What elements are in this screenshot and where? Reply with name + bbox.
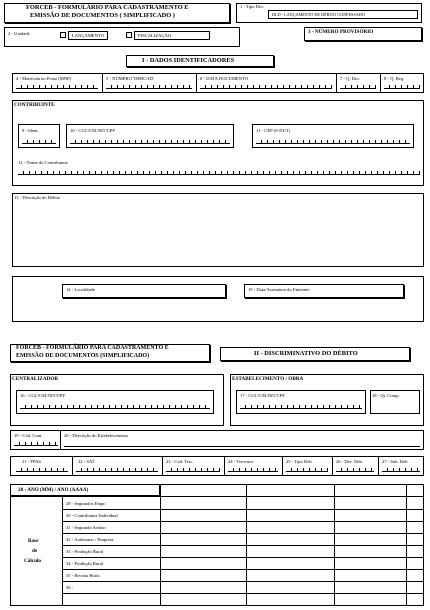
field-22-label: 22 - SAT — [78, 459, 95, 464]
row-35-label: 35 - Receita Bruta — [66, 573, 100, 578]
localidade-row-box — [12, 276, 424, 322]
section2-title: II - DISCRIMINATIVO DO DÉBITO — [254, 350, 358, 357]
form-title-line1: FORCEB - FORMULÁRIO PARA CADASTRAMENTO E — [26, 4, 189, 11]
field-18-label: 18 - Qt. Comp. — [372, 393, 400, 398]
row-32-label: 32 - Autônomo / Empresa — [66, 537, 114, 542]
tipo-doc-label: 1 - Tipo Doc. — [240, 4, 265, 9]
field-24-label: 24 - Terceiros — [228, 459, 254, 464]
row-34-label: 34 - Produção Rural — [66, 561, 104, 566]
field-24-input[interactable] — [228, 467, 278, 472]
opt-fiscalizacao-label: FISCALIZAÇÃO — [138, 33, 172, 38]
field-21-label: 21 - FPAS — [22, 459, 41, 464]
numero-provisorio-label: 3 - NÚMERO PROVISÓRIO — [308, 29, 374, 35]
unidade-label: 2 - Unidade — [8, 31, 30, 36]
estabelecimento-label: ESTABELECIMENTO / OBRA — [232, 376, 304, 382]
field-4-label: 4 - Matrícula no Posto (MNP) — [16, 76, 72, 81]
field-17-input[interactable] — [240, 404, 362, 409]
row-31-label: 31 - Segurado Avulso — [66, 525, 106, 530]
field-6-label: 6 - DATA DOCUMENTO — [200, 76, 249, 81]
row-29-label: 29 - Segurados Empr. — [66, 501, 106, 506]
field-5-label: 5 - NÚMERO 'DEBCAD' — [106, 76, 154, 81]
field-19-label: 19 - Cód. Cont. — [14, 433, 43, 438]
tipo-doc-value: DLD - LANÇAMENTO DE DÉBITO CONFESSADO — [272, 12, 365, 17]
form2-title-line2: EMISSÃO DE DOCUMENTOS (SIMPLIFICADO) — [16, 353, 150, 359]
opt-lancamento-label: LANÇAMENTO — [72, 33, 105, 38]
field-26-input[interactable] — [336, 467, 374, 472]
field-13-box[interactable] — [12, 193, 424, 267]
field-20-input[interactable] — [64, 446, 420, 447]
field-27-input[interactable] — [382, 467, 420, 472]
field-11-input[interactable] — [256, 139, 410, 144]
field-16-input[interactable] — [20, 404, 210, 409]
checkbox-fiscalizacao[interactable] — [126, 32, 132, 38]
row-36-label: 36 - — [66, 585, 74, 590]
base-label-3: Cálculo — [24, 558, 42, 564]
field-10-label: 10 - CGC/CEI/NIT/CPF — [70, 128, 115, 133]
field-19-input[interactable] — [14, 441, 58, 446]
field-8-input[interactable] — [384, 84, 420, 89]
form-title-line2: EMISSÃO DE DOCUMENTOS ( SIMPLIFICADO ) — [30, 12, 175, 19]
field-26-label: 26 - Dec. Deb. — [336, 459, 363, 464]
field-12-label: 12 - Nome do Contribuinte — [18, 160, 68, 165]
field-16-label: 16 - CGC/CEI/NIT/CPF — [20, 393, 65, 398]
section1-title: I - DADOS IDENTIFICADORES — [142, 57, 235, 64]
field-22-input[interactable] — [76, 467, 158, 472]
field-7-input[interactable] — [340, 84, 376, 89]
field-9-label: 9 - Ident. — [22, 128, 39, 133]
field-28-label: 28 - ANO (MM) / ANO (AAAA) — [18, 487, 89, 493]
field-25-label: 25 - Tipo Deb. — [286, 459, 313, 464]
row-30-label: 30 - Contribuinte Individual — [66, 513, 118, 518]
contribuinte-label: CONTRIBUINTE — [14, 102, 55, 108]
field-8-label: 8 - Q. Reg. — [384, 76, 405, 81]
field-11-label: 11 - CEP (S-DUT) — [256, 128, 291, 133]
base-label-2: de — [32, 548, 38, 554]
field-14-label: 14 - Localidade — [66, 287, 95, 292]
field-4-input[interactable] — [16, 84, 98, 89]
field-27-label: 27 - Sub. Deb. — [382, 459, 409, 464]
field-9-input[interactable] — [22, 139, 56, 144]
field-7-label: 7 - Q. Doc. — [340, 76, 361, 81]
field-21-input[interactable] — [16, 467, 68, 472]
field-25-input[interactable] — [286, 467, 328, 472]
field-12-input[interactable] — [18, 170, 420, 175]
form2-title-line1: FORCEB - FORMULÁRIO PARA CADASTRAMENTO E — [16, 345, 169, 351]
field-15-label: 15 - Data/Assinatura do Emitente — [248, 287, 310, 292]
row-33-label: 33 - Produção Rural — [66, 549, 104, 554]
field-23-input[interactable] — [166, 467, 220, 472]
field-23-label: 23 - Cód. Terc. — [166, 459, 194, 464]
checkbox-lancamento[interactable] — [60, 32, 66, 38]
field-20-label: 20 - Descrição do Estabelecimento — [64, 433, 129, 438]
field-17-label: 17 - CGC/CEI/NIT/CPF — [240, 393, 285, 398]
field-5-input[interactable] — [106, 84, 192, 89]
field-13-label: 13 - Descrição do Débito — [14, 195, 61, 200]
field-6-input[interactable] — [200, 84, 332, 89]
centralizador-label: CENTRALIZADOR — [12, 376, 59, 382]
field-10-input[interactable] — [70, 139, 230, 144]
base-label-1: Base — [28, 538, 39, 544]
